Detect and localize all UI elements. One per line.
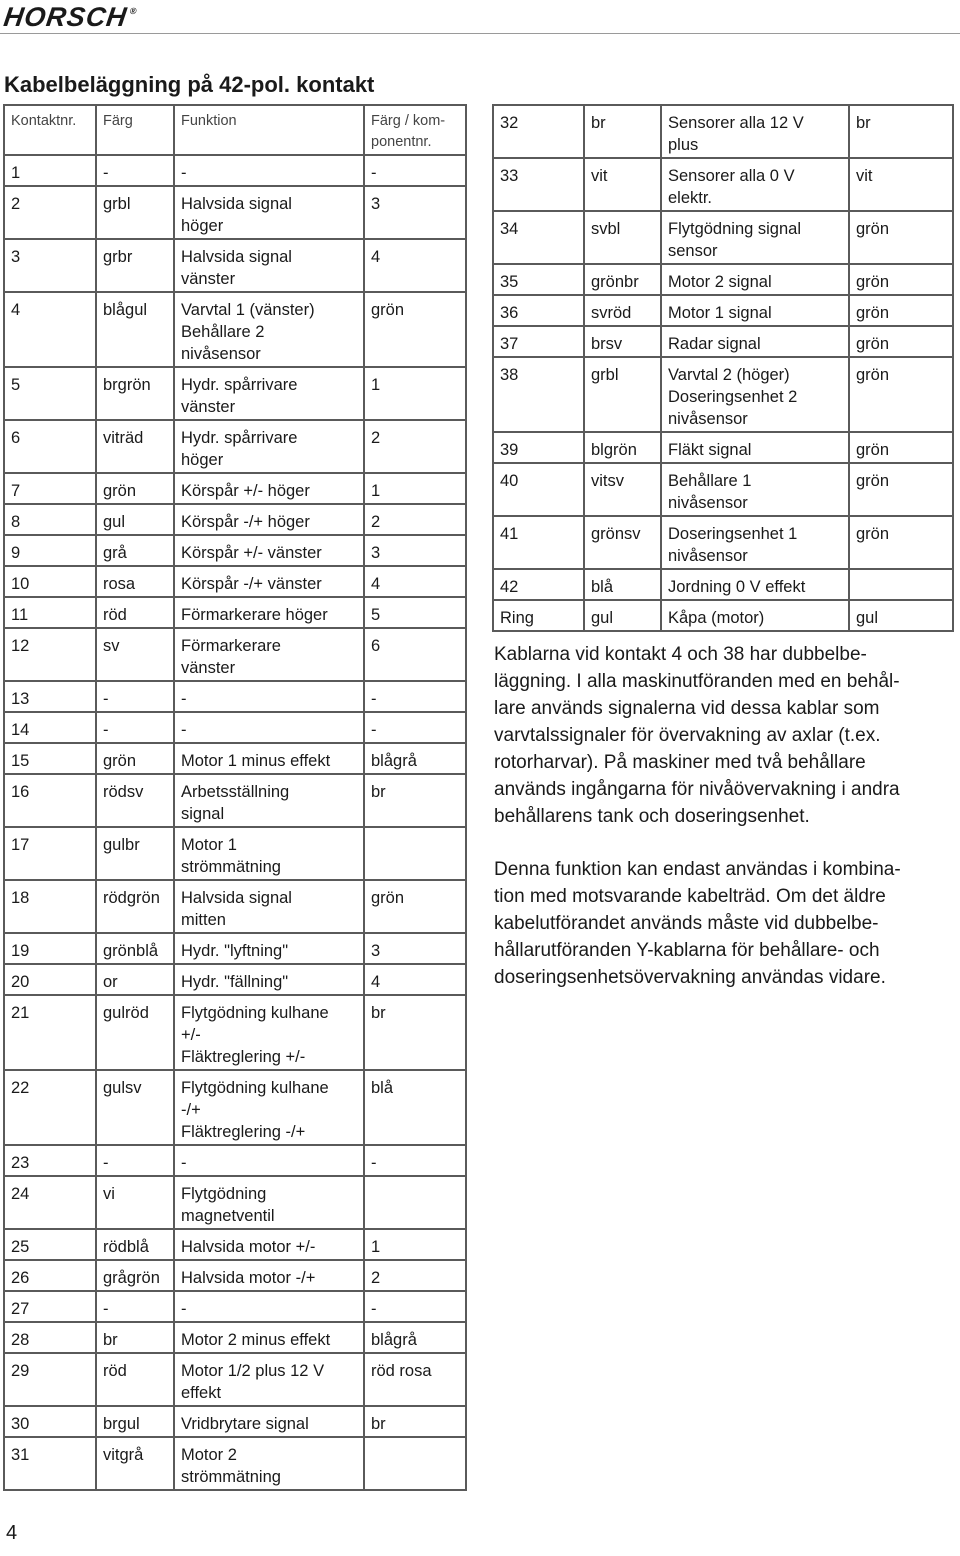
cell-color-component: grön [849, 295, 953, 326]
cell-color-component: grön [849, 264, 953, 295]
cell-color-component: gul [849, 600, 953, 631]
cell-color: grbl [96, 186, 174, 239]
cell-color: svbl [584, 211, 661, 264]
cell-function: Motor 2 signal [661, 264, 849, 295]
table-row [4, 1353, 466, 1406]
table-row [4, 1260, 466, 1291]
cell-color: or [96, 964, 174, 995]
cell-color: rosa [96, 566, 174, 597]
cell-contact-no: 38 [493, 357, 584, 432]
cell-function: - [174, 1291, 364, 1322]
header-rule [0, 33, 960, 34]
cell-color: - [96, 155, 174, 186]
cell-function: Kåpa (motor) [661, 600, 849, 631]
cell-contact-no: 11 [4, 597, 96, 628]
cell-color: sv [96, 628, 174, 681]
cell-function: Halvsida signal mitten [174, 880, 364, 933]
cell-contact-no: 40 [493, 463, 584, 516]
cell-contact-no: 27 [4, 1291, 96, 1322]
table-row [4, 1437, 466, 1490]
cell-color-component: 4 [364, 566, 466, 597]
cell-contact-no: 21 [4, 995, 96, 1070]
cell-color-component: vit [849, 158, 953, 211]
cell-function: Jordning 0 V effekt [661, 569, 849, 600]
table-row [4, 964, 466, 995]
cell-function: Körspår -/+ vänster [174, 566, 364, 597]
cell-contact-no: 24 [4, 1176, 96, 1229]
cell-color: grön [96, 743, 174, 774]
cell-color-component: 4 [364, 964, 466, 995]
cell-contact-no: 14 [4, 712, 96, 743]
table-row [4, 1406, 466, 1437]
cell-color: gul [96, 504, 174, 535]
cell-function: Flytgödning kulhane +/- Fläktreglering +/- [174, 995, 364, 1070]
cell-color-component [364, 827, 466, 880]
table-row [493, 569, 953, 600]
cell-contact-no: 26 [4, 1260, 96, 1291]
cell-color-component: grön [849, 357, 953, 432]
cell-contact-no: 2 [4, 186, 96, 239]
cell-color-component: röd rosa [364, 1353, 466, 1406]
cell-color-component: - [364, 712, 466, 743]
table-row [4, 1176, 466, 1229]
table-row [493, 264, 953, 295]
note-paragraph-double-assignment: Kablarna vid kontakt 4 och 38 har dubbelbe- läggning. I alla maskinutföranden med en behål- lare används signalerna vid dessa kablar som varvtalssignaler för övervakning av axlar (t.ex. rotorharvar). På maskiner med två behållare används ingångarna för nivåövervakning i andra behållarens tank och doseringsenhet. [494, 644, 900, 827]
cell-color-component: - [364, 1145, 466, 1176]
cell-color: vi [96, 1176, 174, 1229]
cell-function: - [174, 155, 364, 186]
table-row [4, 628, 466, 681]
cell-color: gulsv [96, 1070, 174, 1145]
table-row [4, 473, 466, 504]
table-row [4, 535, 466, 566]
cell-contact-no: 33 [493, 158, 584, 211]
cell-function: Förmarkerare vänster [174, 628, 364, 681]
cell-color: grbr [96, 239, 174, 292]
cell-function: Arbetsställning signal [174, 774, 364, 827]
table-row [4, 186, 466, 239]
cell-contact-no: 4 [4, 292, 96, 367]
table-row [4, 504, 466, 535]
pin-table-header-row [4, 105, 466, 155]
cell-color-component: blågrå [364, 1322, 466, 1353]
pin-table-right [492, 104, 954, 632]
cell-color-component: 2 [364, 420, 466, 473]
cell-color-component: grön [849, 211, 953, 264]
page-number: 4 [6, 1522, 18, 1544]
cell-color: br [96, 1322, 174, 1353]
cell-color: brsv [584, 326, 661, 357]
cell-color: vitsv [584, 463, 661, 516]
cell-contact-no: 32 [493, 105, 584, 158]
cell-contact-no: 28 [4, 1322, 96, 1353]
table-row [4, 712, 466, 743]
table-row [4, 1070, 466, 1145]
cell-function: Flytgödning kulhane -/+ Fläktreglering -/+ [174, 1070, 364, 1145]
cell-color: blå [584, 569, 661, 600]
cell-function: Vridbrytare signal [174, 1406, 364, 1437]
cell-function: - [174, 1145, 364, 1176]
cell-color-component: 3 [364, 535, 466, 566]
table-row [493, 295, 953, 326]
table-row [4, 933, 466, 964]
cell-function: Halvsida signal vänster [174, 239, 364, 292]
cell-contact-no: 41 [493, 516, 584, 569]
cell-function: Motor 2 strömmätning [174, 1437, 364, 1490]
cell-function: Halvsida motor +/- [174, 1229, 364, 1260]
cell-function: Halvsida signal höger [174, 186, 364, 239]
cell-contact-no: 30 [4, 1406, 96, 1437]
table-row [4, 420, 466, 473]
table-row [4, 1322, 466, 1353]
table-row [4, 743, 466, 774]
cell-function: Hydr. spårrivare vänster [174, 367, 364, 420]
cell-color-component: grön [849, 326, 953, 357]
table-row [493, 463, 953, 516]
cell-contact-no: 3 [4, 239, 96, 292]
cell-contact-no: 17 [4, 827, 96, 880]
cell-color-component: 1 [364, 473, 466, 504]
cell-contact-no: 18 [4, 880, 96, 933]
table-row [493, 326, 953, 357]
cell-color-component: 1 [364, 1229, 466, 1260]
cell-color: grön [96, 473, 174, 504]
table-row [4, 880, 466, 933]
cell-color-component: blågrå [364, 743, 466, 774]
cell-color-component: br [364, 995, 466, 1070]
table-row [4, 774, 466, 827]
cell-color: brgrön [96, 367, 174, 420]
cell-contact-no: 23 [4, 1145, 96, 1176]
cell-function: Flytgödning signal sensor [661, 211, 849, 264]
cell-color-component: 2 [364, 504, 466, 535]
cell-contact-no: 8 [4, 504, 96, 535]
cell-contact-no: 16 [4, 774, 96, 827]
cell-function: - [174, 681, 364, 712]
cell-function: Motor 1 minus effekt [174, 743, 364, 774]
cell-color: rödsv [96, 774, 174, 827]
table-row [493, 211, 953, 264]
cell-function: - [174, 712, 364, 743]
registered-mark: ® [129, 6, 139, 16]
brand-logo [2, 2, 139, 33]
cell-contact-no: 1 [4, 155, 96, 186]
cell-color-component: - [364, 155, 466, 186]
cell-color-component: br [364, 774, 466, 827]
cell-function: Körspår -/+ höger [174, 504, 364, 535]
table-row [493, 158, 953, 211]
cell-color: - [96, 681, 174, 712]
cell-function: Motor 1/2 plus 12 V effekt [174, 1353, 364, 1406]
cell-contact-no: 29 [4, 1353, 96, 1406]
header-color: Färg [96, 105, 174, 155]
header-color-component: Färg / kom- ponentnr. [364, 105, 466, 155]
cell-color: grå [96, 535, 174, 566]
table-row [4, 1229, 466, 1260]
cell-color: vit [584, 158, 661, 211]
cell-color: röd [96, 1353, 174, 1406]
cell-color: rödgrön [96, 880, 174, 933]
cell-contact-no: 6 [4, 420, 96, 473]
table-row [493, 105, 953, 158]
cell-contact-no: 7 [4, 473, 96, 504]
table-row [4, 681, 466, 712]
cell-function: Körspår +/- vänster [174, 535, 364, 566]
header-contact-no: Kontaktnr. [4, 105, 96, 155]
cell-contact-no: Ring [493, 600, 584, 631]
cell-contact-no: 9 [4, 535, 96, 566]
cell-function: Doseringsenhet 1 nivåsensor [661, 516, 849, 569]
cell-color: grönblå [96, 933, 174, 964]
cell-contact-no: 37 [493, 326, 584, 357]
cell-color: blgrön [584, 432, 661, 463]
table-row [4, 239, 466, 292]
cell-color-component: - [364, 1291, 466, 1322]
cell-color: gulröd [96, 995, 174, 1070]
cell-contact-no: 34 [493, 211, 584, 264]
cell-color: - [96, 1291, 174, 1322]
cell-color-component: grön [849, 432, 953, 463]
cell-color-component: - [364, 681, 466, 712]
cell-contact-no: 25 [4, 1229, 96, 1260]
cell-color: grönbr [584, 264, 661, 295]
cell-color: gul [584, 600, 661, 631]
cell-function: Hydr. "lyftning" [174, 933, 364, 964]
table-row [4, 292, 466, 367]
cell-color: viträd [96, 420, 174, 473]
cell-function: Motor 1 signal [661, 295, 849, 326]
cell-function: Motor 2 minus effekt [174, 1322, 364, 1353]
table-row [4, 597, 466, 628]
cell-contact-no: 20 [4, 964, 96, 995]
cell-function: Behållare 1 nivåsensor [661, 463, 849, 516]
table-row [4, 827, 466, 880]
cell-color: blågul [96, 292, 174, 367]
cell-function: Halvsida motor -/+ [174, 1260, 364, 1291]
cell-function: Hydr. spårrivare höger [174, 420, 364, 473]
cell-contact-no: 12 [4, 628, 96, 681]
table-row [4, 1291, 466, 1322]
cell-function: Sensorer alla 12 V plus [661, 105, 849, 158]
cell-contact-no: 19 [4, 933, 96, 964]
cell-color-component [849, 569, 953, 600]
cell-function: Sensorer alla 0 V elektr. [661, 158, 849, 211]
cell-color: - [96, 712, 174, 743]
cell-color-component: grön [364, 880, 466, 933]
cell-color-component: 1 [364, 367, 466, 420]
cell-contact-no: 22 [4, 1070, 96, 1145]
table-row [493, 357, 953, 432]
cell-function: Radar signal [661, 326, 849, 357]
cell-contact-no: 31 [4, 1437, 96, 1490]
cell-color-component [364, 1437, 466, 1490]
cell-color-component: 4 [364, 239, 466, 292]
cell-color: gulbr [96, 827, 174, 880]
table-row [493, 432, 953, 463]
cell-contact-no: 39 [493, 432, 584, 463]
cell-color-component: 3 [364, 186, 466, 239]
cell-function: Fläkt signal [661, 432, 849, 463]
note-paragraph-cable-harness: Denna funktion kan endast användas i kombina- tion med motsvarande kabelträd. Om det äldre kabelutförandet används måste vid dubbelbe- hållarutföranden Y-kablarna för behållare- och doseringsenhetsövervakning användas vidare. [494, 859, 901, 988]
cell-color-component: br [849, 105, 953, 158]
table-row [4, 367, 466, 420]
cell-color-component: 5 [364, 597, 466, 628]
pin-table-left [3, 104, 467, 1491]
cell-function: Varvtal 1 (vänster) Behållare 2 nivåsensor [174, 292, 364, 367]
cell-color-component: 3 [364, 933, 466, 964]
cell-color-component: grön [849, 463, 953, 516]
cell-contact-no: 13 [4, 681, 96, 712]
cell-contact-no: 36 [493, 295, 584, 326]
table-row [4, 995, 466, 1070]
page-title: Kabelbeläggning på 42-pol. kontakt [4, 72, 375, 97]
cell-color: röd [96, 597, 174, 628]
table-row [4, 566, 466, 597]
cell-color: grönsv [584, 516, 661, 569]
cell-function: Förmarkerare höger [174, 597, 364, 628]
cell-color: vitgrå [96, 1437, 174, 1490]
cell-color-component: 2 [364, 1260, 466, 1291]
cell-contact-no: 10 [4, 566, 96, 597]
table-row [4, 155, 466, 186]
cell-function: Flytgödning magnetventil [174, 1176, 364, 1229]
cell-color: - [96, 1145, 174, 1176]
table-row [493, 600, 953, 631]
table-row [493, 516, 953, 569]
cell-color: grågrön [96, 1260, 174, 1291]
cell-color-component: grön [364, 292, 466, 367]
brand-logo-text: HORSCH [1, 2, 130, 32]
cell-function: Motor 1 strömmätning [174, 827, 364, 880]
cell-contact-no: 42 [493, 569, 584, 600]
cell-color-component: blå [364, 1070, 466, 1145]
cell-color-component: 6 [364, 628, 466, 681]
cell-contact-no: 5 [4, 367, 96, 420]
cell-color-component: grön [849, 516, 953, 569]
table-row [4, 1145, 466, 1176]
header-function: Funktion [174, 105, 364, 155]
cell-color: br [584, 105, 661, 158]
cell-contact-no: 15 [4, 743, 96, 774]
cell-function: Körspår +/- höger [174, 473, 364, 504]
cell-function: Hydr. "fällning" [174, 964, 364, 995]
cell-color: grbl [584, 357, 661, 432]
cell-contact-no: 35 [493, 264, 584, 295]
cell-color: brgul [96, 1406, 174, 1437]
cell-color: svröd [584, 295, 661, 326]
cell-color-component: br [364, 1406, 466, 1437]
cell-function: Varvtal 2 (höger) Doseringsenhet 2 nivåsensor [661, 357, 849, 432]
cell-color: rödblå [96, 1229, 174, 1260]
cell-color-component [364, 1176, 466, 1229]
